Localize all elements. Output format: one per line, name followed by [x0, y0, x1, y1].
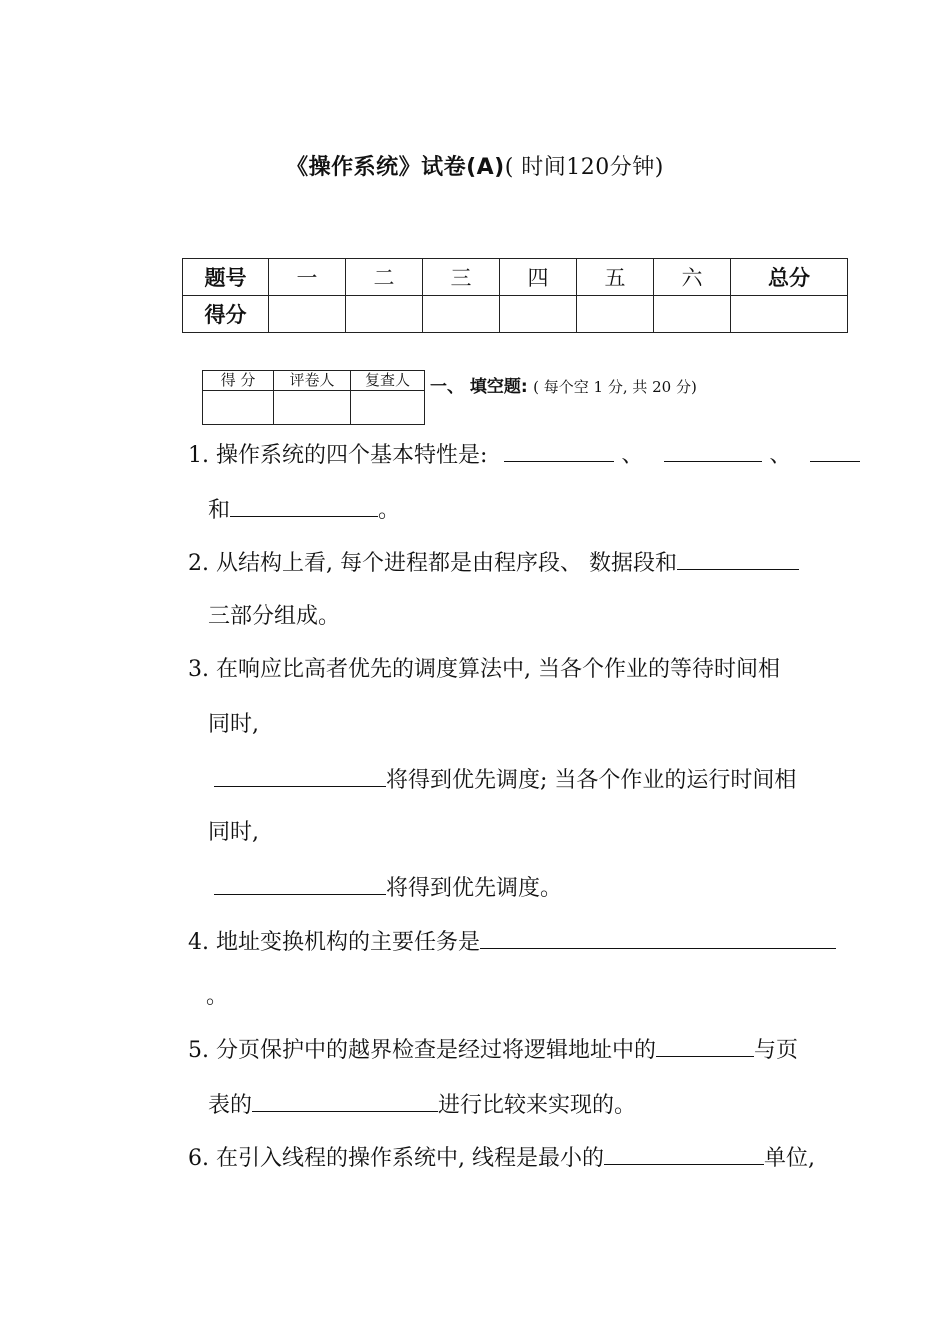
question-5-line-1 [188, 1034, 798, 1066]
question-3-line-4 [208, 818, 259, 848]
question-6-end: 单位, [763, 1146, 815, 1171]
question-1-line-1 [188, 439, 860, 471]
question-2-line-1 [188, 547, 799, 579]
question-3-text-3: 将得到优先调度; 当各个作业的运行时间相 [386, 768, 797, 793]
question-5-line-2 [208, 1089, 636, 1121]
grader-table-header-row [203, 371, 425, 391]
question-2-blank-1[interactable] [677, 547, 799, 570]
question-3-line-5 [214, 872, 562, 904]
question-3-line-3 [214, 764, 796, 796]
section-heading [430, 372, 697, 397]
question-5-text-2: 与页 [754, 1038, 799, 1063]
question-1-blank-2[interactable] [664, 439, 762, 462]
section-title: 一、 填空题: [430, 377, 528, 397]
grader-header-grader: 评卷人 [274, 371, 351, 391]
score-cell-total[interactable] [731, 296, 848, 333]
score-table-col-3: 三 [423, 259, 500, 296]
score-cell-1[interactable] [269, 296, 346, 333]
question-6-blank-1[interactable] [604, 1142, 764, 1165]
question-3-line-2 [208, 710, 259, 740]
score-cell-4[interactable] [500, 296, 577, 333]
question-2-text: 2. 从结构上看, 每个进程都是由程序段、 数据段和 [188, 551, 677, 576]
score-cell-6[interactable] [654, 296, 731, 333]
section-note: ( 每个空 1 分, 共 20 分) [533, 378, 697, 396]
grader-header-reviewer: 复查人 [351, 371, 425, 391]
question-6-text: 6. 在引入线程的操作系统中, 线程是最小的 [188, 1146, 604, 1171]
question-1-line-2 [208, 494, 400, 526]
exam-title-main: 《操作系统》试卷(A) [286, 155, 505, 180]
question-3-blank-2[interactable] [214, 872, 386, 895]
question-1-text: 1. 操作系统的四个基本特性是: [188, 443, 488, 468]
question-5-text: 5. 分页保护中的越界检查是经过将逻辑地址中的 [188, 1038, 656, 1063]
grader-table-entry-row [203, 391, 425, 425]
exam-title [0, 150, 950, 181]
score-table-col-6: 六 [654, 259, 731, 296]
question-5-blank-1[interactable] [656, 1034, 754, 1057]
question-2-text-2: 三部分组成。 [208, 604, 341, 629]
question-2-line-2 [208, 602, 340, 632]
score-cell-2[interactable] [346, 296, 423, 333]
question-4-line-2 [206, 982, 228, 1012]
question-5-end: 进行比较来实现的。 [438, 1093, 637, 1118]
question-3-text: 3. 在响应比高者优先的调度算法中, 当各个作业的等待时间相 [188, 657, 780, 682]
question-3-text-5: 将得到优先调度。 [386, 876, 563, 901]
score-table-col-2: 二 [346, 259, 423, 296]
score-table-label-score: 得分 [183, 296, 269, 333]
grader-table [202, 370, 425, 425]
question-4-end: 。 [206, 984, 229, 1009]
question-1-and: 和 [208, 498, 231, 523]
question-1-blank-4[interactable] [230, 494, 378, 517]
question-5-blank-2[interactable] [252, 1089, 438, 1112]
question-1-sep-2: 、 [769, 443, 792, 468]
question-1-blank-3[interactable] [810, 439, 860, 462]
question-4-text: 4. 地址变换机构的主要任务是 [188, 930, 480, 955]
exam-title-time: ( 时间120分钟) [504, 155, 664, 180]
score-cell-3[interactable] [423, 296, 500, 333]
score-table-col-4: 四 [500, 259, 577, 296]
question-4-line-1 [188, 926, 836, 958]
grader-header-score: 得 分 [203, 371, 274, 391]
question-5-pre: 表的 [208, 1093, 253, 1118]
score-table-col-5: 五 [577, 259, 654, 296]
score-table-label-question: 题号 [183, 259, 269, 296]
grader-cell-score[interactable] [203, 391, 274, 425]
question-3-text-4: 同时, [208, 820, 259, 845]
question-1-end: 。 [378, 498, 401, 523]
score-table-col-1: 一 [269, 259, 346, 296]
score-table-header-row [183, 259, 848, 296]
question-3-line-1 [188, 655, 780, 685]
question-1-sep-1: 、 [621, 443, 644, 468]
question-6-line-1 [188, 1142, 815, 1174]
grader-cell-grader[interactable] [274, 391, 351, 425]
question-3-blank-1[interactable] [214, 764, 386, 787]
question-4-blank-1[interactable] [480, 926, 836, 949]
score-table-score-row [183, 296, 848, 333]
score-table [182, 258, 848, 333]
score-table-col-total: 总分 [731, 259, 848, 296]
grader-cell-reviewer[interactable] [351, 391, 425, 425]
score-cell-5[interactable] [577, 296, 654, 333]
question-3-text-2: 同时, [208, 712, 259, 737]
question-1-blank-1[interactable] [504, 439, 614, 462]
